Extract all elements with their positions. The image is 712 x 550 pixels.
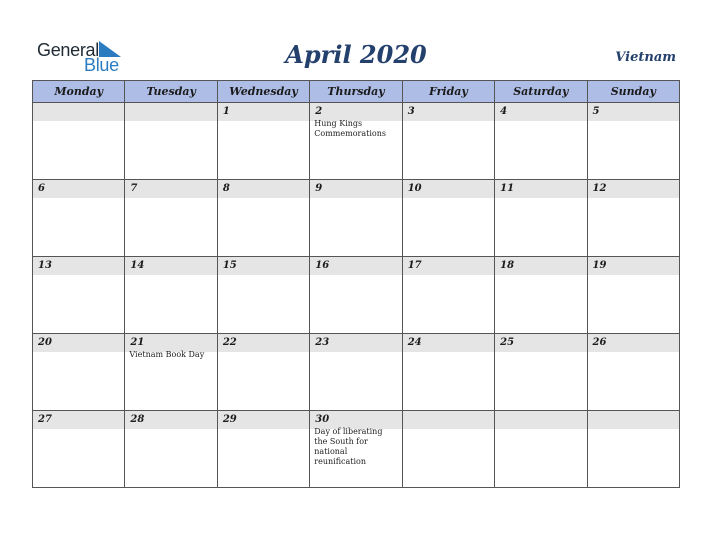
day-number: 9 xyxy=(310,180,401,198)
day-number: 19 xyxy=(588,257,679,275)
weekday-sunday: Sunday xyxy=(587,81,679,103)
day-number: 27 xyxy=(33,411,124,429)
day-number xyxy=(403,411,494,429)
day-number: 4 xyxy=(495,103,586,121)
day-cell xyxy=(217,103,309,180)
day-number: 28 xyxy=(125,411,216,429)
day-number: 14 xyxy=(125,257,216,275)
day-number: 8 xyxy=(218,180,309,198)
logo-word-general: General xyxy=(37,40,99,60)
weekday-header-row xyxy=(33,81,680,103)
week-row xyxy=(33,257,680,334)
day-cell xyxy=(310,411,402,488)
week-row xyxy=(33,411,680,488)
day-cell xyxy=(310,180,402,257)
holiday-event: Hung Kings Commemorations xyxy=(314,119,386,138)
day-number: 30 xyxy=(310,411,401,429)
day-number: 26 xyxy=(588,334,679,352)
empty-day-cell xyxy=(33,103,125,180)
day-cell xyxy=(402,334,494,411)
day-cell xyxy=(495,180,587,257)
day-number: 10 xyxy=(403,180,494,198)
day-number: 24 xyxy=(403,334,494,352)
day-number: 6 xyxy=(33,180,124,198)
day-number: 25 xyxy=(495,334,586,352)
day-cell xyxy=(217,180,309,257)
day-cell xyxy=(495,257,587,334)
day-number: 15 xyxy=(218,257,309,275)
day-number: 22 xyxy=(218,334,309,352)
day-cell xyxy=(310,257,402,334)
weekday-friday: Friday xyxy=(402,81,494,103)
day-number: 7 xyxy=(125,180,216,198)
day-number: 16 xyxy=(310,257,401,275)
calendar-title: April 2020 xyxy=(285,40,427,69)
country-label: Vietnam xyxy=(615,50,676,65)
day-number xyxy=(125,103,216,121)
day-number: 1 xyxy=(218,103,309,121)
day-number: 29 xyxy=(218,411,309,429)
day-cell xyxy=(217,411,309,488)
weekday-thursday: Thursday xyxy=(310,81,402,103)
day-cell xyxy=(402,103,494,180)
weekday-wednesday: Wednesday xyxy=(217,81,309,103)
day-number xyxy=(33,103,124,121)
weekday-tuesday: Tuesday xyxy=(125,81,217,103)
day-cell xyxy=(310,334,402,411)
day-cell xyxy=(33,411,125,488)
day-cell xyxy=(125,180,217,257)
weekday-saturday: Saturday xyxy=(495,81,587,103)
week-row xyxy=(33,180,680,257)
day-cell xyxy=(587,180,679,257)
logo-word-blue: Blue xyxy=(84,55,119,75)
day-number: 17 xyxy=(403,257,494,275)
day-cell xyxy=(217,257,309,334)
day-number: 13 xyxy=(33,257,124,275)
week-row xyxy=(33,334,680,411)
day-cell xyxy=(125,334,217,411)
day-number: 5 xyxy=(588,103,679,121)
day-cell xyxy=(587,334,679,411)
day-number xyxy=(588,411,679,429)
day-cell xyxy=(33,180,125,257)
calendar-grid xyxy=(32,80,680,488)
day-number: 20 xyxy=(33,334,124,352)
day-number: 18 xyxy=(495,257,586,275)
day-number: 11 xyxy=(495,180,586,198)
day-cell xyxy=(125,257,217,334)
day-number: 21 xyxy=(125,334,216,352)
day-cell xyxy=(402,180,494,257)
day-cell xyxy=(33,334,125,411)
empty-day-cell xyxy=(402,411,494,488)
empty-day-cell xyxy=(125,103,217,180)
day-number xyxy=(495,411,586,429)
weekday-monday: Monday xyxy=(33,81,125,103)
day-cell xyxy=(587,103,679,180)
holiday-event: Vietnam Book Day xyxy=(129,350,205,359)
day-cell xyxy=(125,411,217,488)
day-number: 2 xyxy=(310,103,401,121)
day-cell xyxy=(587,257,679,334)
week-row xyxy=(33,103,680,180)
day-cell xyxy=(33,257,125,334)
day-cell xyxy=(495,103,587,180)
day-cell xyxy=(310,103,402,180)
day-cell xyxy=(402,257,494,334)
holiday-event: Day of liberating the South for national reunification xyxy=(314,427,383,466)
empty-day-cell xyxy=(495,411,587,488)
day-number: 3 xyxy=(403,103,494,121)
day-number: 23 xyxy=(310,334,401,352)
day-number: 12 xyxy=(588,180,679,198)
day-cell xyxy=(495,334,587,411)
day-cell xyxy=(217,334,309,411)
empty-day-cell xyxy=(587,411,679,488)
